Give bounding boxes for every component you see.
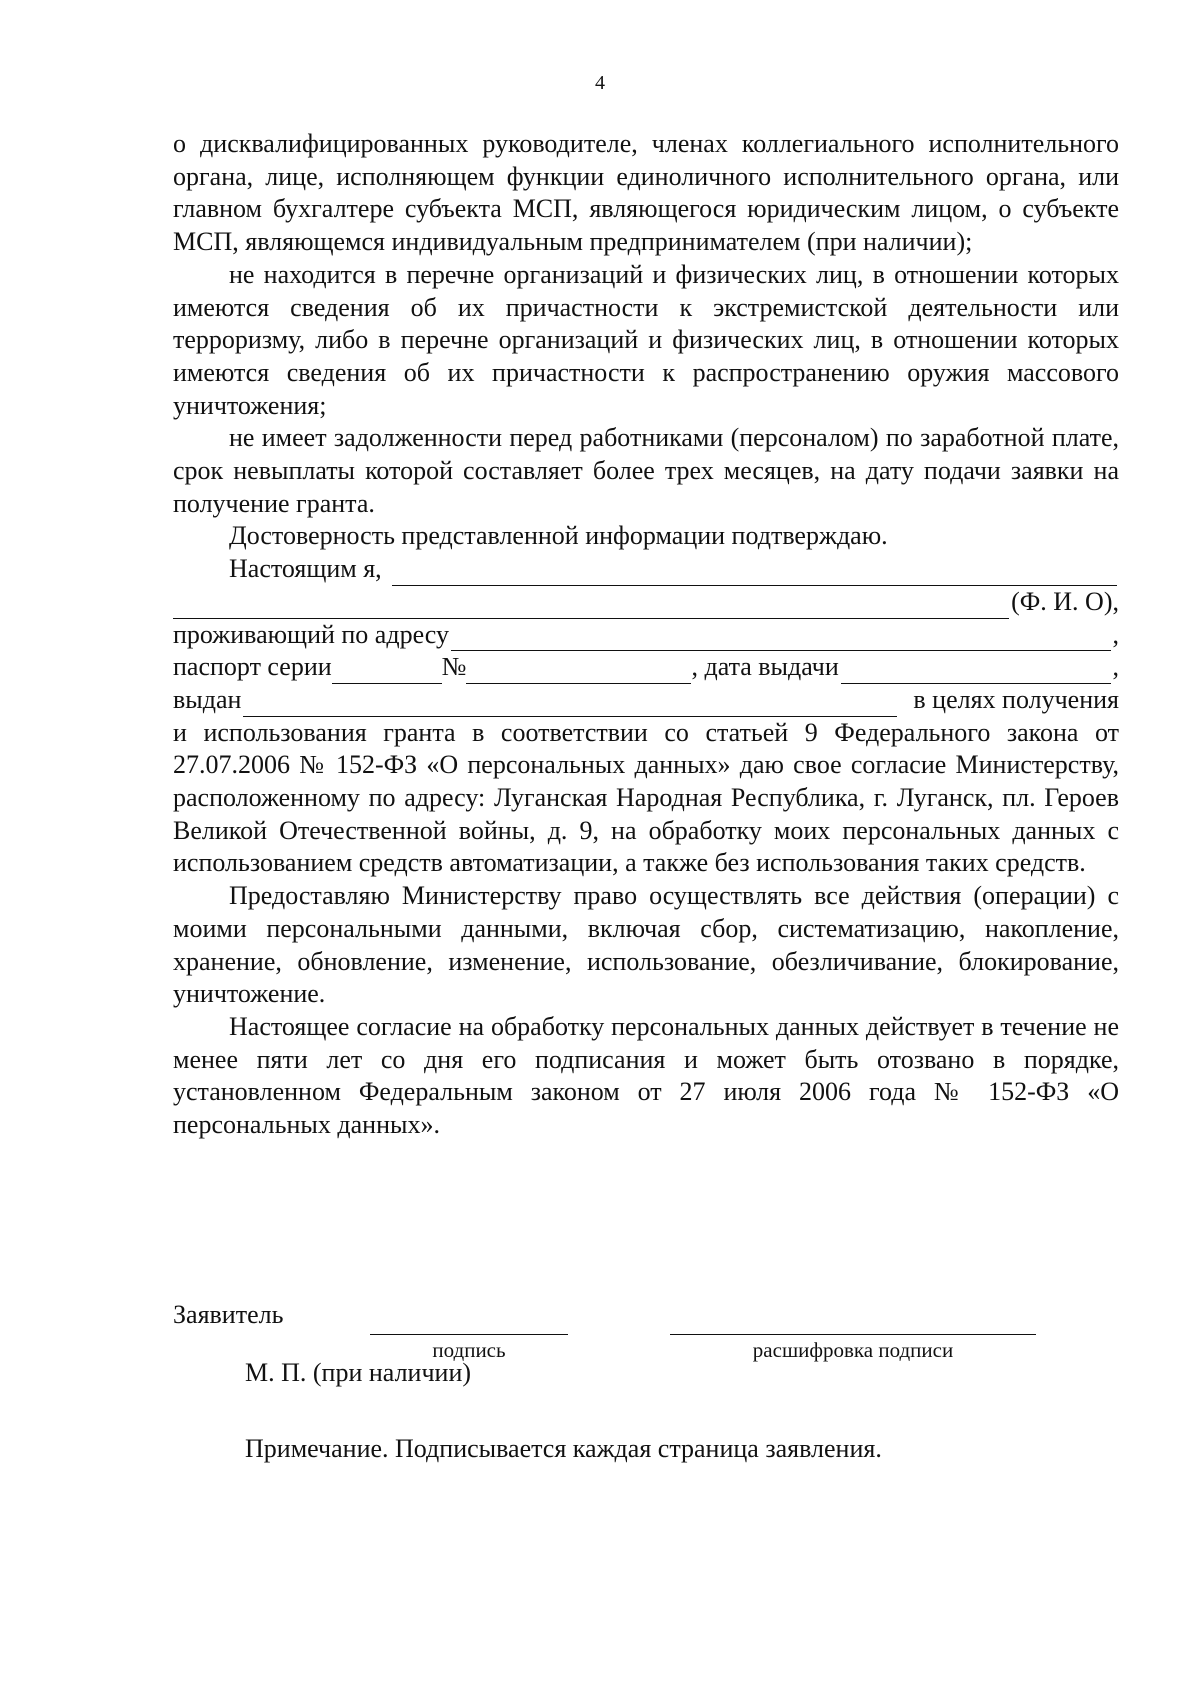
issued-by-field[interactable] bbox=[243, 692, 897, 717]
paragraph-confirmation: Достоверность представленной информации подтверждаю. bbox=[229, 521, 888, 551]
form-line-fio bbox=[173, 586, 1119, 619]
label-issued-by: выдан bbox=[173, 684, 242, 714]
signature-decoding-caption: расшифровка подписи bbox=[752, 1338, 954, 1362]
paragraph-extremism-list: не находится в перечне организаций и физических лиц, в отношении которых имеются сведения об их причастности к экстремистской деятельности или терроризму, либо в перечне организаций и физических лиц, в отношении которых имеются сведения об их причастности к распространению оружия массового уничтожения; bbox=[173, 259, 1119, 420]
document-body bbox=[173, 128, 1119, 1142]
applicant-label: Заявитель bbox=[173, 1300, 284, 1329]
label-residing: проживающий по адресу bbox=[173, 619, 449, 649]
label-purpose: в целях получения bbox=[913, 684, 1119, 714]
issue-date-comma: , bbox=[1112, 652, 1119, 682]
paragraph-disqualified: о дисквалифицированных руководителе, членах коллегиального исполнительного органа, лице, исполняющем функции единоличного исполнительного органа, или главном бухгалтере субъекта МСП, являющегося юридическим лицом, о субъекте МСП, являющемся индивидуальным предпринимателем (при наличии); bbox=[173, 129, 1119, 257]
page-note: Примечание. Подписывается каждая страница заявления. bbox=[245, 1434, 882, 1463]
form-line-name bbox=[173, 553, 1119, 586]
label-number-sign: № bbox=[441, 652, 467, 682]
signature-block bbox=[173, 1300, 1119, 1560]
seal-label: М. П. (при наличии) bbox=[245, 1358, 472, 1387]
form-line-issued-by bbox=[173, 684, 1119, 717]
signature-caption: подпись bbox=[432, 1338, 506, 1362]
passport-series-field[interactable] bbox=[332, 659, 442, 684]
label-issue-date: , дата выдачи bbox=[691, 652, 839, 682]
paragraph-no-debt: не имеет задолженности перед работниками (персоналом) по заработной плате, срок невыплаты которой составляет более трех месяцев, на дату подачи заявки на получение гранта. bbox=[173, 423, 1119, 518]
address-field[interactable] bbox=[451, 626, 1111, 651]
signature-decoding-field[interactable] bbox=[670, 1310, 1036, 1335]
signature-field[interactable] bbox=[370, 1310, 568, 1335]
page-number: 4 bbox=[595, 72, 605, 94]
fio-field-part1[interactable] bbox=[392, 561, 1117, 586]
paragraph-consent: и использования гранта в соответствии со статьей 9 Федерального закона от 27.07.2006 № 152-ФЗ «О персональных данных» даю свое согласие Министерству, расположенному по адресу: Луганская Народная Республика, г. Луганск, пл. Героев Великой Отечественной войны, д. 9, на обработку моих персональных данных с использованием средств автоматизации, а также без использования таких средств. bbox=[173, 717, 1119, 878]
form-line-address bbox=[173, 619, 1119, 652]
label-passport-series: паспорт серии bbox=[173, 652, 332, 682]
fio-field-part2[interactable] bbox=[173, 594, 1009, 619]
paragraph-validity: Настоящее согласие на обработку персональных данных действует в течение не менее пяти лет со дня его подписания и может быть отозвано в порядке, установленном Федеральным законом от 27 июля 2006 года № 152-ФЗ «О персональных данных». bbox=[173, 1011, 1119, 1140]
form-line-passport bbox=[173, 651, 1119, 684]
label-fio: (Ф. И. О), bbox=[1011, 586, 1119, 616]
paragraph-rights: Предоставляю Министерству право осуществлять все действия (операции) с моими персональными данными, включая сбор, систематизацию, накопление, хранение, обновление, изменение, использование, обезличивание, блокирование, уничтожение. bbox=[173, 881, 1119, 1009]
address-comma: , bbox=[1112, 619, 1119, 649]
label-i-am: Настоящим я, bbox=[229, 554, 382, 584]
passport-number-field[interactable] bbox=[466, 659, 691, 684]
issue-date-field[interactable] bbox=[841, 659, 1111, 684]
